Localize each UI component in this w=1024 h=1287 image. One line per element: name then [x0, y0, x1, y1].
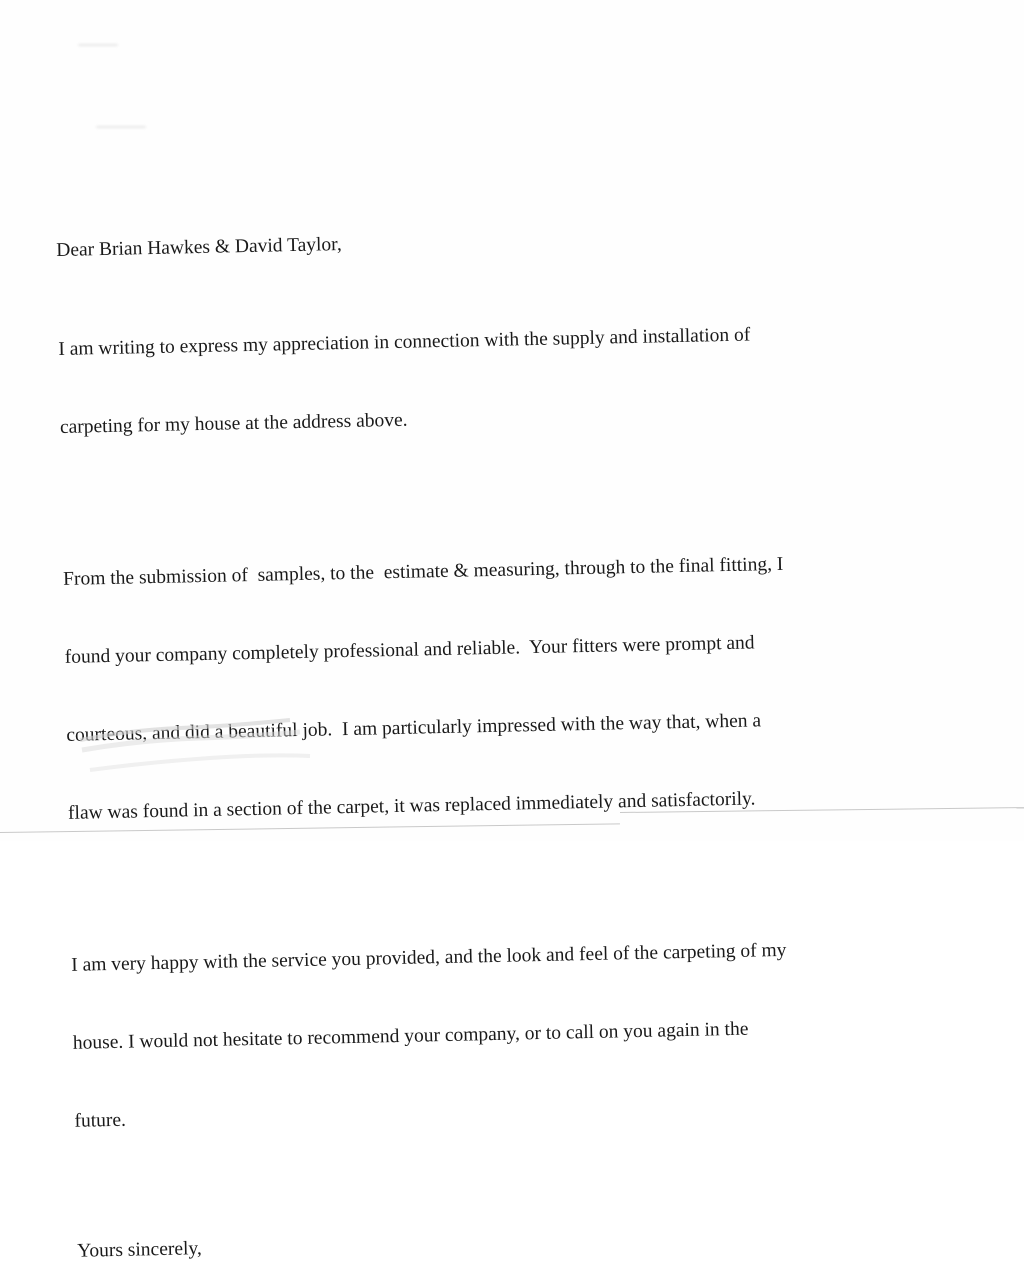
paragraph-3	[70, 882, 976, 1187]
paragraph-3-line: I am very happy with the service you provided, and the look and feel of the carpeting of my	[71, 939, 787, 976]
paragraph-3-line: future.	[74, 1109, 127, 1132]
paragraph-2	[62, 496, 969, 879]
paragraph-2-line: courteous, and did a beautiful job. I am particularly impressed with the way that, when a	[66, 710, 762, 746]
paragraph-1	[57, 266, 961, 493]
paragraph-2-line: flaw was found in a section of the carpet, it was replaced immediately and satisfactorily.	[67, 788, 756, 824]
redacted-signature	[70, 700, 330, 790]
scan-artifact	[78, 44, 118, 46]
paragraph-2-line: found your company completely professional and reliable. Your fitters were prompt and	[64, 632, 755, 668]
scan-artifact	[96, 126, 146, 128]
paragraph-3-line: house. I would not hesitate to recommend your company, or to call on you again in the	[72, 1018, 749, 1054]
salutation: Dear Brian Hawkes & David Taylor,	[56, 234, 342, 261]
paragraph-1-line: I am writing to express my appreciation in connection with the supply and installation of	[58, 324, 751, 360]
closing: Yours sincerely,	[77, 1238, 203, 1262]
paragraph-2-line: From the submission of samples, to the estimate & measuring, through to the final fitting, I	[62, 553, 784, 590]
paragraph-1-line: carpeting for my house at the address above.	[59, 409, 408, 438]
